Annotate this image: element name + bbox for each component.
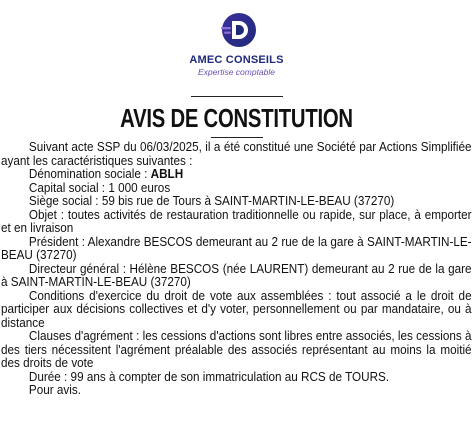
president-paragraph: Président : Alexandre BESCOS demeurant au 2 rue de la gare à SAINT-MARTIN-LE-BEAU (37270) <box>1 234 472 262</box>
company-logo <box>0 10 473 77</box>
notice-body <box>1 141 472 398</box>
pour-avis-paragraph: Pour avis. <box>28 383 81 397</box>
denomination-paragraph <box>1 168 472 182</box>
capital-paragraph: Capital social : 1 000 euros <box>28 180 171 195</box>
siege-paragraph: Siège social : 59 bis rue de Tours à SAINT-MARTIN-LE-BEAU (37270) <box>28 194 395 208</box>
denomination-value: ABLH <box>150 167 184 181</box>
duree-paragraph: Durée : 99 ans à compter de son immatriculation au RCS de TOURS. <box>28 369 390 384</box>
denomination-label: Dénomination sociale : <box>28 167 151 181</box>
conditions-paragraph: Conditions d'exercice du droit de vote aux assemblées : tout associé a le droit de participer aux décisions collectives et d'y voter, personnellement ou par mandataire, ou à distance <box>1 288 472 330</box>
objet-paragraph: Objet : toutes activités de restauration traditionnelle ou rapide, sur place, à emporter et en livraison <box>1 207 472 235</box>
title-divider-top <box>191 96 283 97</box>
title-divider-bottom <box>211 137 263 138</box>
stylized-d-logo-icon <box>215 10 259 50</box>
page-title: AVIS DE CONSTITUTION <box>120 103 353 133</box>
brand-name: AMEC CONSEILS <box>189 54 284 66</box>
clauses-paragraph: Clauses d'agrément : les cessions d'actions sont libres entre associés, les cessions à des tiers nécessitent l'agrément préalable des associés représentant au moins la moitié des droits de vote <box>1 329 472 370</box>
brand-tagline: Expertise comptable <box>197 67 275 77</box>
intro-paragraph: Suivant acte SSP du 06/03/2025, il a été constitué une Société par Actions Simplifiée ayant les caractéristiques suivantes : <box>1 140 472 168</box>
directeur-paragraph: Directeur général : Hélène BESCOS (née LAURENT) demeurant au 2 rue de la gare à SAINT-MARTIN-LE-BEAU (37270) <box>1 261 472 289</box>
